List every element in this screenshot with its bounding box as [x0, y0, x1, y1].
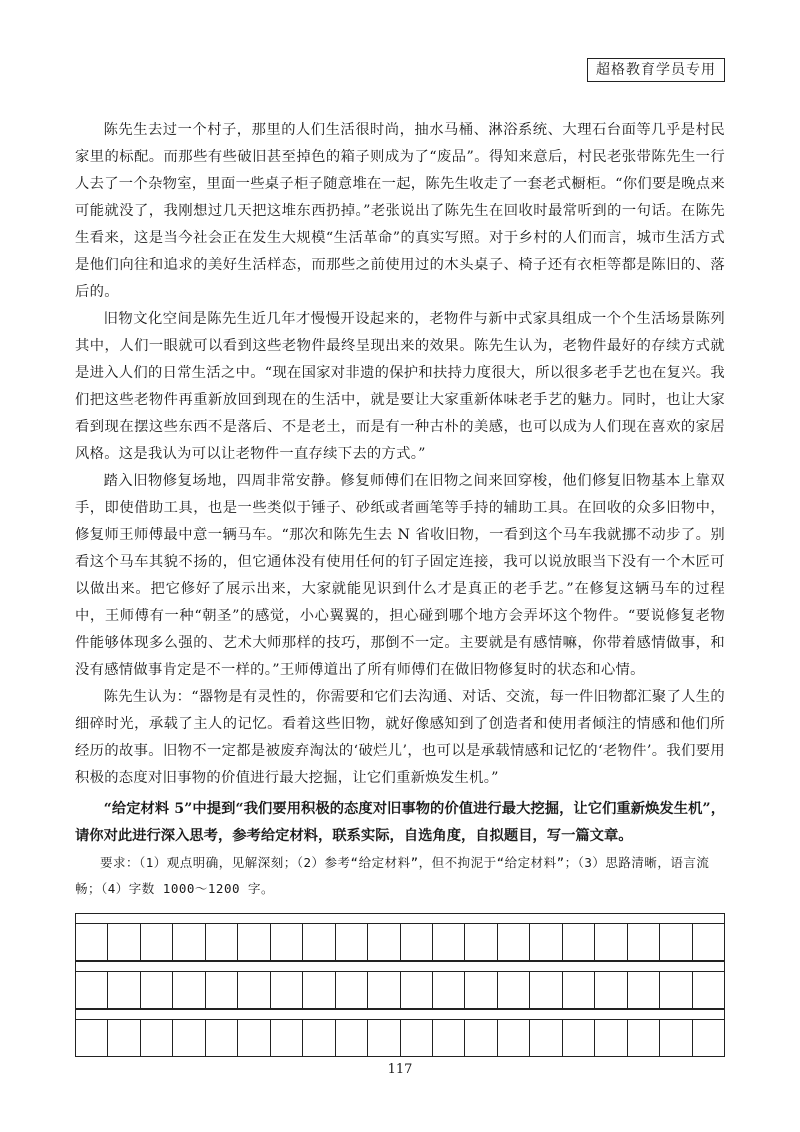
grid-cell[interactable]	[237, 924, 269, 960]
grid-cell[interactable]	[692, 924, 724, 960]
grid-cell[interactable]	[497, 972, 529, 1008]
grid-cell[interactable]	[205, 924, 237, 960]
grid-cell[interactable]	[594, 972, 626, 1008]
grid-cell[interactable]	[140, 1020, 172, 1056]
paragraph-3: 踏入旧物修复场地，四周非常安静。修复师傅们在旧物之间来回穿梭，他们修复旧物基本上靠双手，即使借助工具，也是一些类似于锤子、砂纸或者画笔等手持的辅助工具。在回收的众多旧物中，修复师王师傅最中意一辆马车。“那次和陈先生去 N 省收旧物，一看到这个马车我就挪不动步了。别看这个马车其貌不扬的，但它通体没有使用任何的钉子固定连接，我可以说放眼当下没有一个木匠可以做出来。把它修好了展示出来，大家就能见识到什么才是真正的老手艺。”在修复这辆马车的过程中，王师傅有一种“朝圣”的感觉，小心翼翼的，担心碰到哪个地方会弄坏这个物件。“要说修复老物件能够体现多么强的、艺术大师那样的技巧，那倒不一定。主要就是有感情嘛，你带着感情做事，和没有感情做事肯定是不一样的。”王师傅道出了所有师傅们在做旧物修复时的状态和心情。	[75, 473, 725, 678]
grid-spacer	[75, 961, 725, 971]
essay-task: “给定材料 5”中提到“我们要用积极的态度对旧事物的价值进行最大挖掘，让它们重新焕发生机”，请你对此进行深入思考，参考给定材料，联系实际，自选角度，自拟题目，写一篇文章。	[75, 801, 725, 844]
grid-cell[interactable]	[335, 1020, 367, 1056]
grid-cell[interactable]	[432, 972, 464, 1008]
grid-cell[interactable]	[367, 1020, 399, 1056]
essay-requirements: 要求：（1）观点明确，见解深刻；（2）参考“给定材料”，但不拘泥于“给定材料”；（3）思路清晰，语言流畅；（4）字数 1000～1200 字。	[75, 855, 710, 896]
grid-cell[interactable]	[367, 972, 399, 1008]
grid-cell[interactable]	[562, 1020, 594, 1056]
grid-cell[interactable]	[76, 1020, 107, 1056]
material-text	[75, 117, 725, 902]
grid-cell[interactable]	[302, 924, 334, 960]
grid-cell[interactable]	[659, 972, 691, 1008]
grid-cell[interactable]	[464, 972, 496, 1008]
grid-cell[interactable]	[140, 924, 172, 960]
grid-cell[interactable]	[400, 972, 432, 1008]
grid-cell[interactable]	[172, 972, 204, 1008]
grid-cell[interactable]	[627, 1020, 659, 1056]
grid-cell[interactable]	[659, 1020, 691, 1056]
grid-cell[interactable]	[367, 924, 399, 960]
grid-cell[interactable]	[237, 972, 269, 1008]
grid-cell[interactable]	[107, 972, 139, 1008]
grid-cell[interactable]	[270, 1020, 302, 1056]
grid-cell[interactable]	[172, 924, 204, 960]
grid-cell[interactable]	[205, 972, 237, 1008]
grid-cell[interactable]	[270, 972, 302, 1008]
answer-grid[interactable]	[75, 913, 725, 1057]
grid-cell[interactable]	[529, 1020, 561, 1056]
grid-spacer	[75, 1009, 725, 1019]
grid-cell[interactable]	[335, 972, 367, 1008]
grid-row	[75, 1019, 725, 1057]
grid-cell[interactable]	[432, 924, 464, 960]
grid-spacer	[75, 913, 725, 923]
grid-cell[interactable]	[270, 924, 302, 960]
grid-cell[interactable]	[562, 924, 594, 960]
grid-row	[75, 923, 725, 961]
grid-cell[interactable]	[400, 924, 432, 960]
grid-cell[interactable]	[529, 924, 561, 960]
grid-cell[interactable]	[302, 1020, 334, 1056]
grid-cell[interactable]	[497, 1020, 529, 1056]
paragraph-4: 陈先生认为：“器物是有灵性的，你需要和它们去沟通、对话、交流，每一件旧物都汇聚了人生的细碎时光，承载了主人的记忆。看着这些旧物，就好像感知到了创造者和使用者倾注的情感和他们所经历的故事。旧物不一定都是被废弃淘汰的‘破烂儿’，也可以是承载情感和记忆的‘老物件’。我们要用积极的态度对旧事物的价值进行最大挖掘，让它们重新焕发生机。”	[75, 689, 725, 786]
grid-cell[interactable]	[692, 972, 724, 1008]
grid-cell[interactable]	[237, 1020, 269, 1056]
grid-cell[interactable]	[562, 972, 594, 1008]
grid-cell[interactable]	[464, 924, 496, 960]
grid-cell[interactable]	[140, 972, 172, 1008]
grid-cell[interactable]	[76, 924, 107, 960]
grid-cell[interactable]	[627, 972, 659, 1008]
grid-cell[interactable]	[594, 1020, 626, 1056]
grid-cell[interactable]	[302, 972, 334, 1008]
grid-cell[interactable]	[76, 972, 107, 1008]
grid-cell[interactable]	[205, 1020, 237, 1056]
grid-cell[interactable]	[594, 924, 626, 960]
grid-row	[75, 971, 725, 1009]
grid-cell[interactable]	[529, 972, 561, 1008]
grid-cell[interactable]	[497, 924, 529, 960]
grid-cell[interactable]	[107, 924, 139, 960]
grid-cell[interactable]	[659, 924, 691, 960]
grid-cell[interactable]	[692, 1020, 724, 1056]
grid-cell[interactable]	[627, 924, 659, 960]
grid-cell[interactable]	[335, 924, 367, 960]
grid-cell[interactable]	[432, 1020, 464, 1056]
grid-cell[interactable]	[107, 1020, 139, 1056]
page-number: 117	[387, 1062, 413, 1077]
grid-cell[interactable]	[400, 1020, 432, 1056]
paragraph-1: 陈先生去过一个村子，那里的人们生活很时尚，抽水马桶、淋浴系统、大理石台面等几乎是村民家里的标配。而那些有些破旧甚至掉色的箱子则成为了“废品”。得知来意后，村民老张带陈先生一行人去了一个杂物室，里面一些桌子柜子随意堆在一起，陈先生收走了一套老式橱柜。“你们要是晚点来可能就没了，我刚想过几天把这堆东西扔掉。”老张说出了陈先生在回收时最常听到的一句话。在陈先生看来，这是当今社会正在发生大规模“生活革命”的真实写照。对于乡村的人们而言，城市生活方式是他们向往和追求的美好生活样态，而那些之前使用过的木头桌子、椅子还有衣柜等都是陈旧的、落后的。	[75, 122, 725, 300]
paragraph-2: 旧物文化空间是陈先生近几年才慢慢开设起来的，老物件与新中式家具组成一个个生活场景陈列其中，人们一眼就可以看到这些老物件最终呈现出来的效果。陈先生认为，老物件最好的存续方式就是进入人们的日常生活之中。“现在国家对非遗的保护和扶持力度很大，所以很多老手艺也在复兴。我们把这些老物件再重新放回到现在的生活中，就是要让大家重新体味老手艺的魅力。同时，也让大家看到现在摆这些东西不是落后、不是老土，而是有一种古朴的美感，也可以成为人们现在喜欢的家居风格。这是我认为可以让老物件一直存续下去的方式。”	[75, 311, 725, 462]
header-badge: 超格教育学员专用	[587, 58, 725, 82]
grid-cell[interactable]	[464, 1020, 496, 1056]
grid-cell[interactable]	[172, 1020, 204, 1056]
